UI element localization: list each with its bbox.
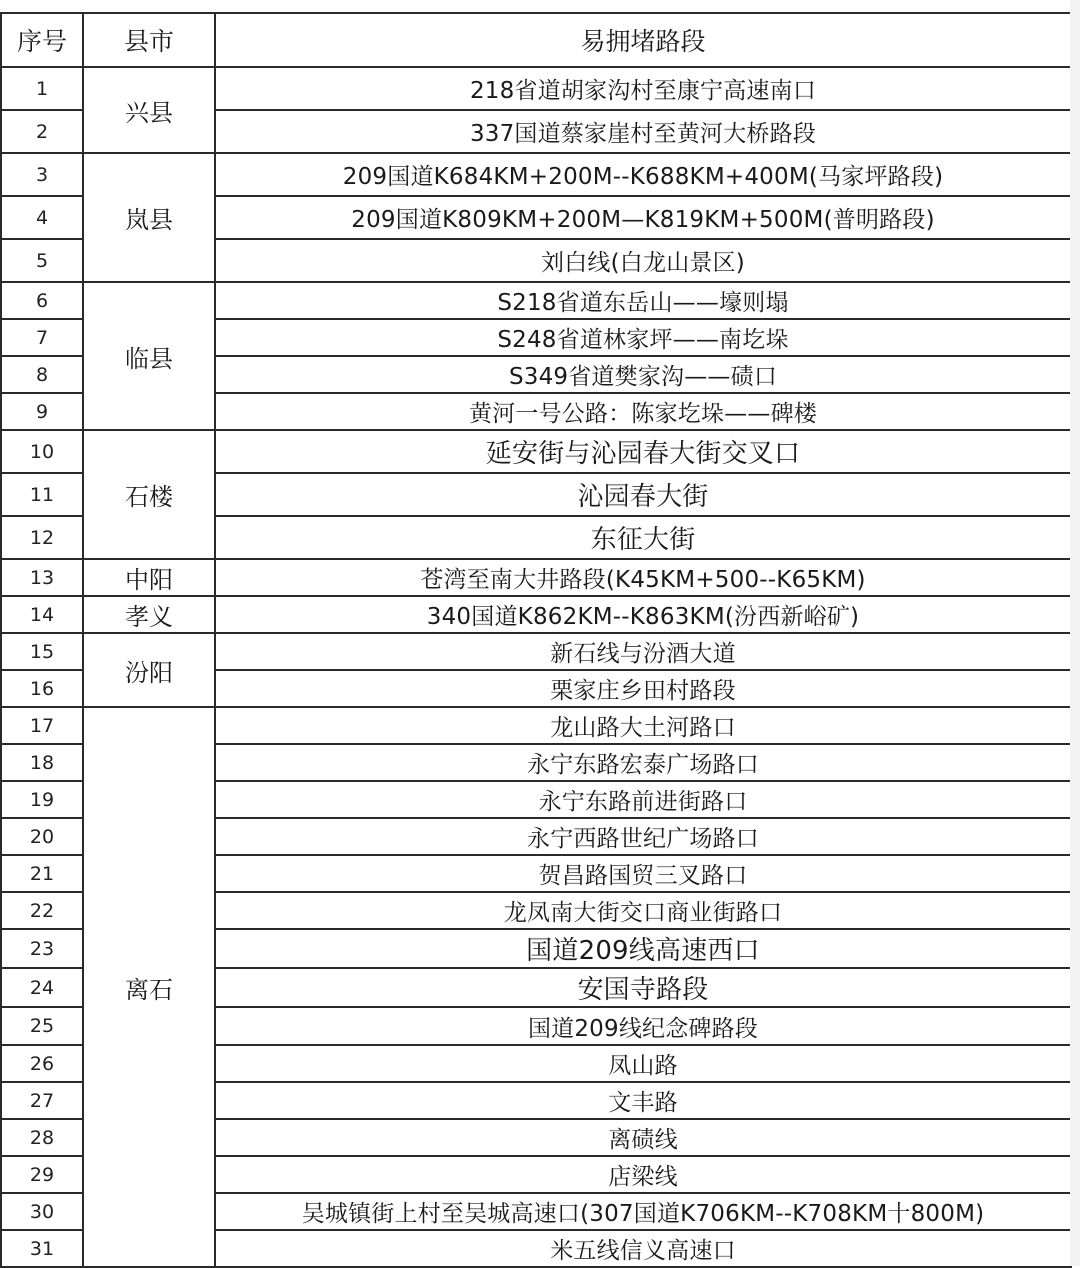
road-segment: 店梁线 bbox=[215, 1156, 1071, 1193]
row-number: 3 bbox=[1, 153, 83, 196]
row-number: 23 bbox=[1, 929, 83, 968]
county-cell: 中阳 bbox=[83, 559, 215, 596]
road-segment: 永宁东路前进街路口 bbox=[215, 781, 1071, 818]
row-number: 19 bbox=[1, 781, 83, 818]
county-cell: 汾阳 bbox=[83, 633, 215, 707]
county-cell: 岚县 bbox=[83, 153, 215, 282]
row-number: 30 bbox=[1, 1193, 83, 1230]
county-cell: 孝义 bbox=[83, 596, 215, 633]
road-segment: 国道209线高速西口 bbox=[215, 929, 1071, 968]
table-row bbox=[1, 153, 1071, 196]
road-segment: S248省道林家坪——南圪垛 bbox=[215, 319, 1071, 356]
road-segment: 栗家庄乡田村路段 bbox=[215, 670, 1071, 707]
road-segment: 龙山路大土河路口 bbox=[215, 707, 1071, 744]
row-number: 18 bbox=[1, 744, 83, 781]
row-number: 20 bbox=[1, 818, 83, 855]
table-row bbox=[1, 633, 1071, 670]
road-segment: 218省道胡家沟村至康宁高速南口 bbox=[215, 67, 1071, 110]
row-number: 6 bbox=[1, 282, 83, 319]
road-segment: 延安街与沁园春大街交叉口 bbox=[215, 430, 1071, 473]
road-segment: 永宁东路宏泰广场路口 bbox=[215, 744, 1071, 781]
road-segment: 贺昌路国贸三叉路口 bbox=[215, 855, 1071, 892]
row-number: 26 bbox=[1, 1045, 83, 1082]
row-number: 28 bbox=[1, 1119, 83, 1156]
road-segment: 东征大街 bbox=[215, 516, 1071, 559]
row-number: 1 bbox=[1, 67, 83, 110]
road-segment: 黄河一号公路：陈家圪垛——碑楼 bbox=[215, 393, 1071, 430]
row-number: 17 bbox=[1, 707, 83, 744]
row-number: 7 bbox=[1, 319, 83, 356]
row-number: 9 bbox=[1, 393, 83, 430]
row-number: 15 bbox=[1, 633, 83, 670]
header-seq: 序号 bbox=[1, 13, 83, 67]
county-cell: 兴县 bbox=[83, 67, 215, 153]
table-row bbox=[1, 559, 1071, 596]
row-number: 31 bbox=[1, 1230, 83, 1267]
row-number: 25 bbox=[1, 1007, 83, 1045]
road-segment: 209国道K684KM+200M--K688KM+400M(马家坪路段) bbox=[215, 153, 1071, 196]
table-row bbox=[1, 282, 1071, 319]
row-number: 11 bbox=[1, 473, 83, 516]
road-segment: 凤山路 bbox=[215, 1045, 1071, 1082]
road-segment: 刘白线(白龙山景区) bbox=[215, 239, 1071, 282]
road-segment: 吴城镇街上村至吴城高速口(307国道K706KM--K708KM十800M) bbox=[215, 1193, 1071, 1230]
road-segment: 安国寺路段 bbox=[215, 968, 1071, 1007]
road-segment: 340国道K862KM--K863KM(汾西新峪矿) bbox=[215, 596, 1071, 633]
table-row bbox=[1, 67, 1071, 110]
road-segment: S349省道樊家沟——碛口 bbox=[215, 356, 1071, 393]
congestion-roads-table bbox=[0, 12, 1072, 1268]
road-segment: 337国道蔡家崖村至黄河大桥路段 bbox=[215, 110, 1071, 153]
row-number: 4 bbox=[1, 196, 83, 239]
sheet-right-edge bbox=[1070, 0, 1080, 1266]
table-row bbox=[1, 430, 1071, 473]
row-number: 10 bbox=[1, 430, 83, 473]
row-number: 12 bbox=[1, 516, 83, 559]
top-margin bbox=[0, 0, 1070, 12]
header-county: 县市 bbox=[83, 13, 215, 67]
road-segment: 209国道K809KM+200M—K819KM+500M(普明路段) bbox=[215, 196, 1071, 239]
row-number: 13 bbox=[1, 559, 83, 596]
row-number: 16 bbox=[1, 670, 83, 707]
table-row bbox=[1, 596, 1071, 633]
row-number: 8 bbox=[1, 356, 83, 393]
row-number: 27 bbox=[1, 1082, 83, 1119]
row-number: 29 bbox=[1, 1156, 83, 1193]
road-segment: 离碛线 bbox=[215, 1119, 1071, 1156]
county-cell: 石楼 bbox=[83, 430, 215, 559]
row-number: 14 bbox=[1, 596, 83, 633]
row-number: 22 bbox=[1, 892, 83, 929]
row-number: 2 bbox=[1, 110, 83, 153]
header-row bbox=[1, 13, 1071, 67]
county-cell: 离石 bbox=[83, 707, 215, 1267]
row-number: 21 bbox=[1, 855, 83, 892]
table-row bbox=[1, 707, 1071, 744]
header-road: 易拥堵路段 bbox=[215, 13, 1071, 67]
road-segment: 沁园春大街 bbox=[215, 473, 1071, 516]
row-number: 5 bbox=[1, 239, 83, 282]
row-number: 24 bbox=[1, 968, 83, 1007]
road-segment: 米五线信义高速口 bbox=[215, 1230, 1071, 1267]
road-segment: S218省道东岳山——壕则塌 bbox=[215, 282, 1071, 319]
county-cell: 临县 bbox=[83, 282, 215, 430]
road-segment: 新石线与汾酒大道 bbox=[215, 633, 1071, 670]
road-segment: 龙凤南大街交口商业街路口 bbox=[215, 892, 1071, 929]
road-segment: 苍湾至南大井路段(K45KM+500--K65KM) bbox=[215, 559, 1071, 596]
road-segment: 文丰路 bbox=[215, 1082, 1071, 1119]
road-segment: 国道209线纪念碑路段 bbox=[215, 1007, 1071, 1045]
road-segment: 永宁西路世纪广场路口 bbox=[215, 818, 1071, 855]
